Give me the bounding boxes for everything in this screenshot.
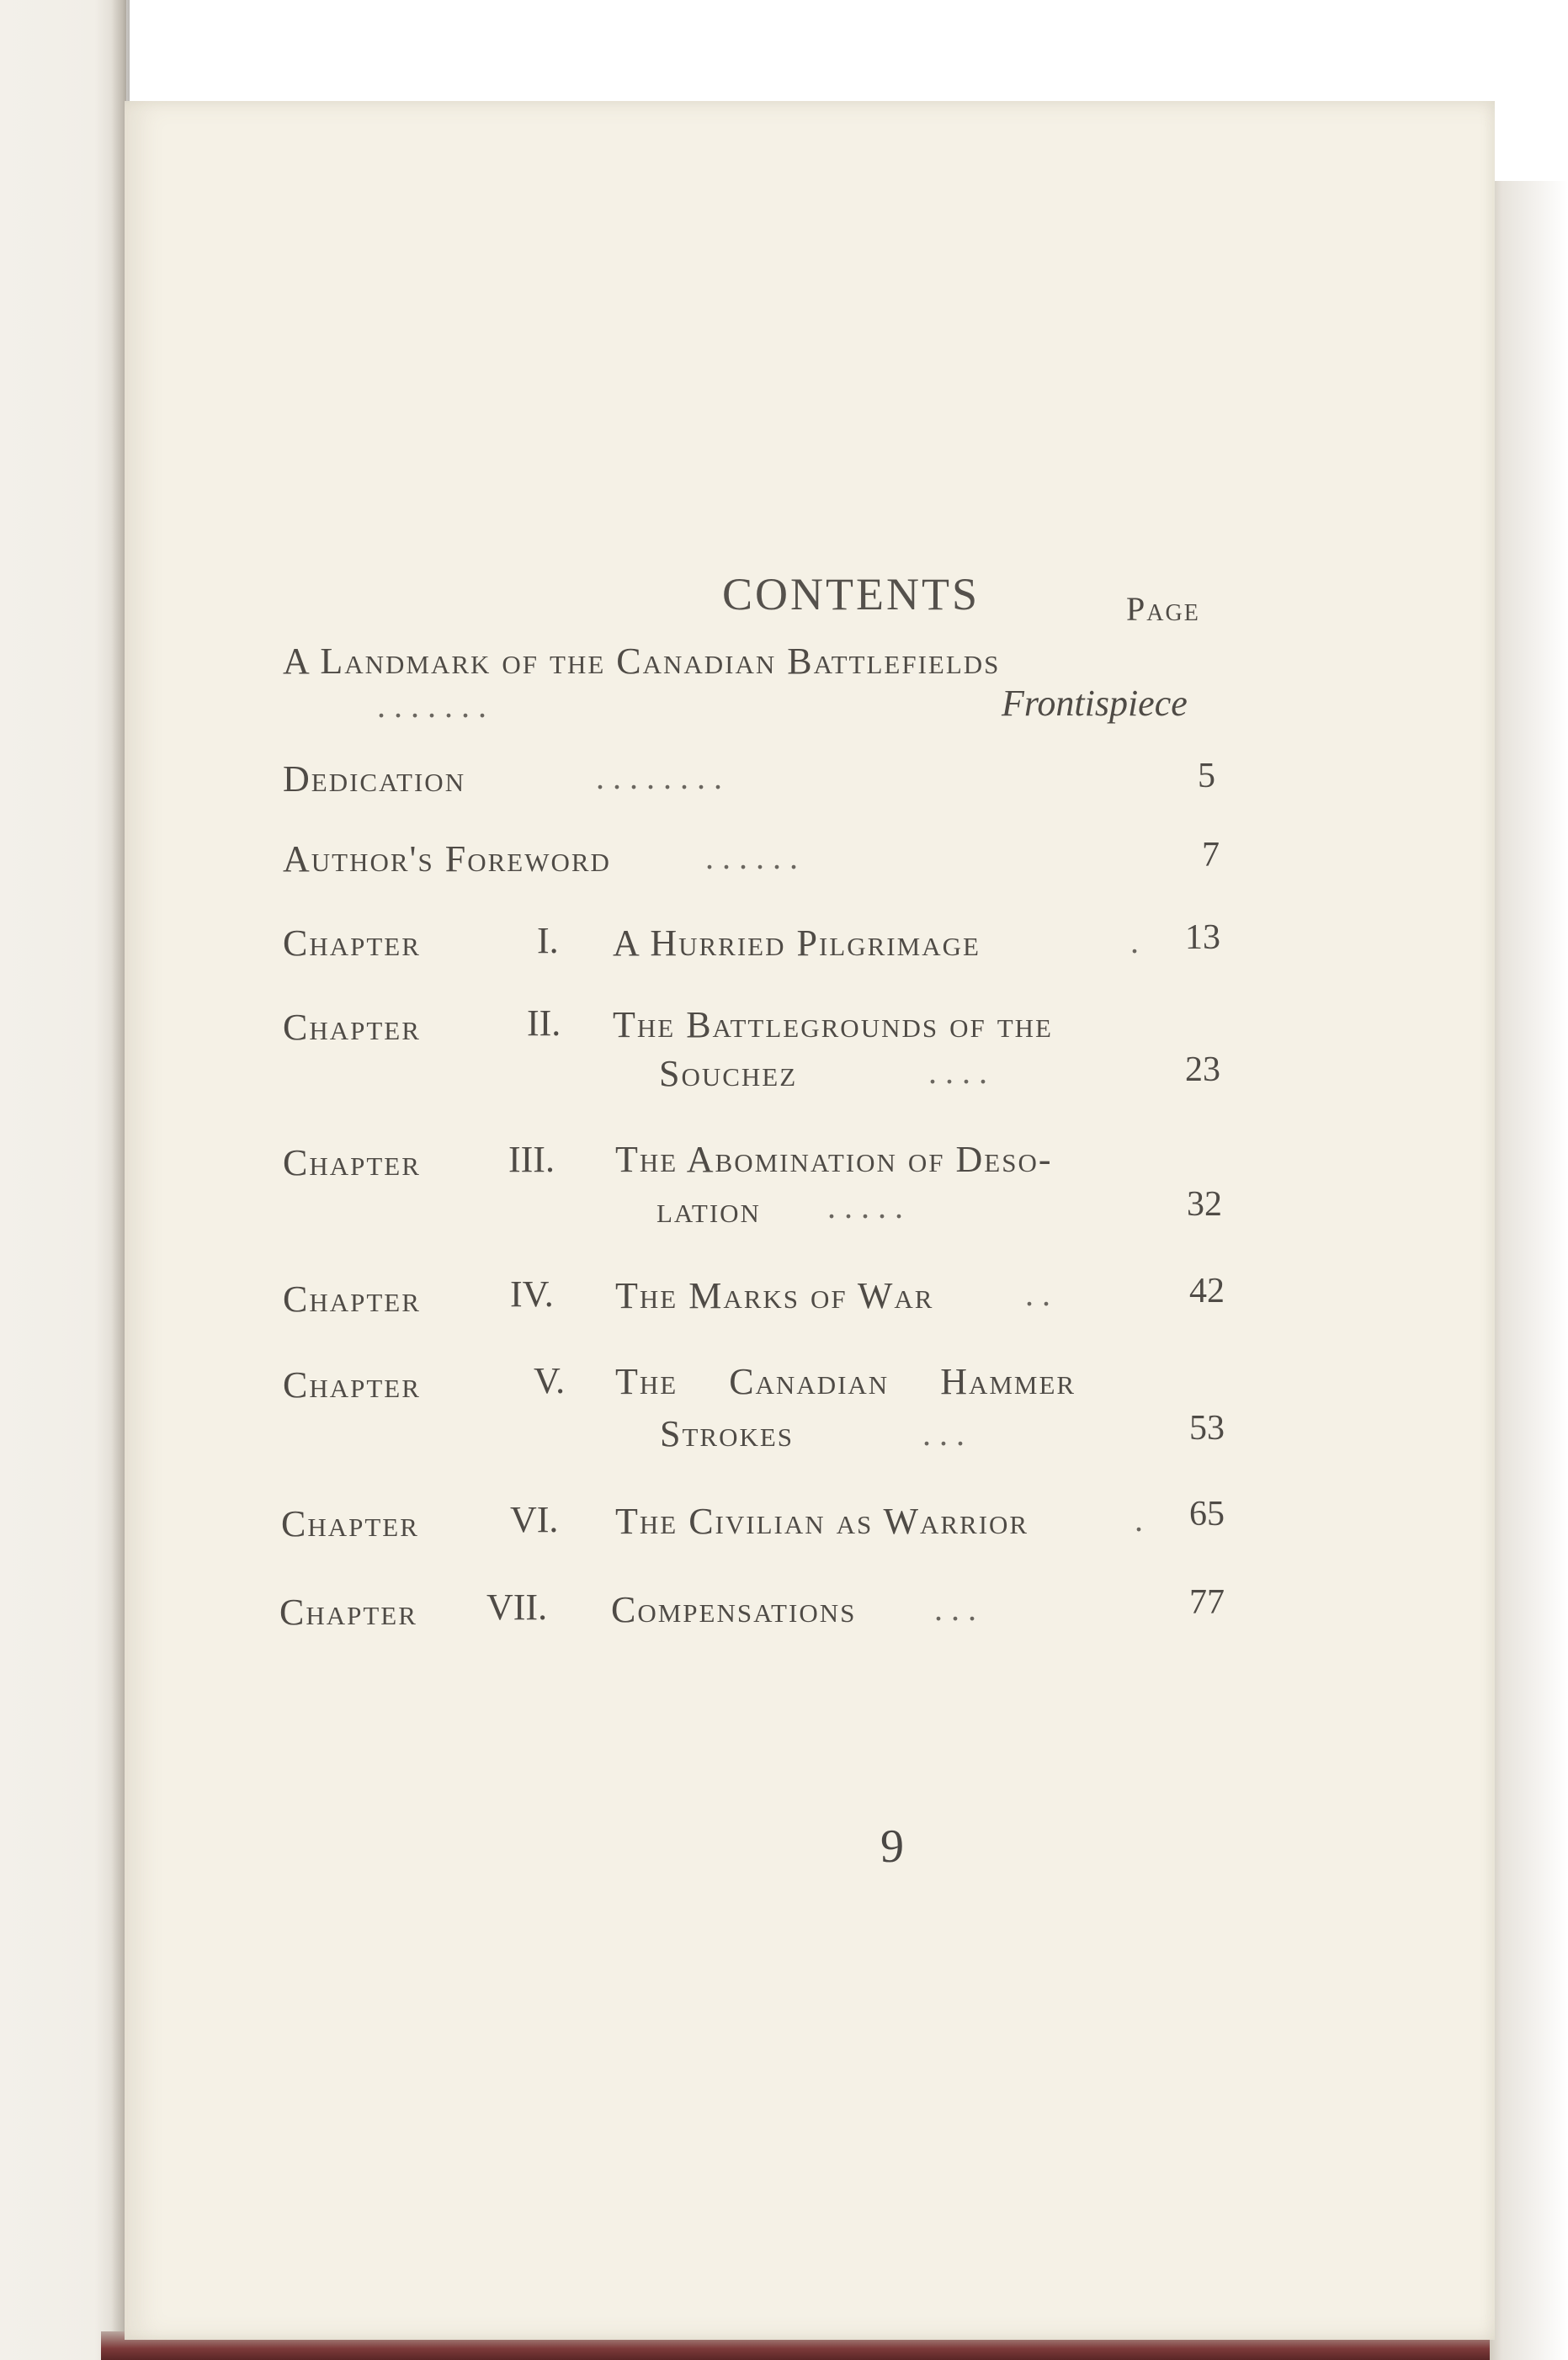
chapter-numeral: II. <box>527 1002 561 1044</box>
chapter-page: 42 <box>1189 1272 1225 1310</box>
chapter-word: Chapter <box>283 1364 421 1406</box>
dedication-leader: . . . . . . . . <box>596 758 722 796</box>
chapter-page: 65 <box>1189 1495 1225 1533</box>
facing-page <box>0 0 126 2360</box>
chapter-title-continuation: lation <box>656 1189 761 1230</box>
page-number: 9 <box>880 1820 904 1873</box>
chapter-leader: . <box>1130 922 1139 960</box>
chapter-page: 77 <box>1189 1583 1225 1622</box>
page-column-header: Page <box>1126 590 1200 628</box>
chapter-title-continuation: Strokes <box>660 1413 795 1454</box>
chapter-page: 23 <box>1185 1050 1220 1089</box>
chapter-numeral: I. <box>537 920 559 961</box>
chapter-title-continuation: Souchez <box>659 1053 798 1094</box>
book-cover-edge <box>1486 181 1568 2360</box>
chapter-title: The Marks of War <box>615 1275 934 1316</box>
chapter-word: Chapter <box>283 1278 421 1320</box>
chapter-page: 13 <box>1185 918 1220 957</box>
chapter-title: A Hurried Pilgrimage <box>613 922 981 964</box>
chapter-title: The Civilian as Warrior <box>615 1501 1029 1542</box>
chapter-numeral: VII. <box>486 1587 548 1628</box>
dedication-entry-title: Dedication <box>283 758 466 800</box>
chapter-title: The Battlegrounds of the <box>613 1004 1053 1045</box>
frontispiece-leader: . . . . . . . <box>377 687 486 725</box>
chapter-leader: . . . <box>934 1590 976 1628</box>
chapter-title: Compensations <box>611 1589 857 1630</box>
frontispiece-page: Frontispiece <box>1002 683 1188 724</box>
page-title: CONTENTS <box>722 569 980 619</box>
foreword-leader: . . . . . . <box>705 838 798 876</box>
chapter-title: The Canadian Hammer <box>615 1361 1076 1402</box>
chapter-leader: . <box>1135 1501 1143 1539</box>
chapter-numeral: V. <box>534 1360 566 1401</box>
chapter-word: Chapter <box>283 1142 421 1183</box>
chapter-leader: . . . <box>922 1415 965 1453</box>
chapter-word: Chapter <box>281 1503 419 1544</box>
chapter-numeral: VI. <box>510 1499 559 1540</box>
chapter-word: Chapter <box>283 1007 421 1048</box>
chapter-page: 32 <box>1187 1185 1222 1224</box>
foreword-page: 7 <box>1202 836 1220 874</box>
chapter-title: The Abomination of Deso- <box>615 1139 1053 1180</box>
frontispiece-entry-title: A Landmark of the Canadian Battlefields <box>283 640 1001 682</box>
foreword-entry-title: Author's Foreword <box>283 838 611 880</box>
contents-page <box>125 101 1495 2340</box>
chapter-leader: . . . . . <box>827 1188 903 1225</box>
chapter-leader: . . <box>1025 1275 1050 1313</box>
chapter-word: Chapter <box>279 1592 417 1633</box>
chapter-word: Chapter <box>283 922 421 964</box>
chapter-page: 53 <box>1189 1409 1225 1448</box>
chapter-leader: . . . . <box>928 1053 987 1091</box>
chapter-numeral: III. <box>508 1139 555 1180</box>
chapter-numeral: IV. <box>510 1273 554 1315</box>
dedication-page: 5 <box>1198 757 1215 795</box>
